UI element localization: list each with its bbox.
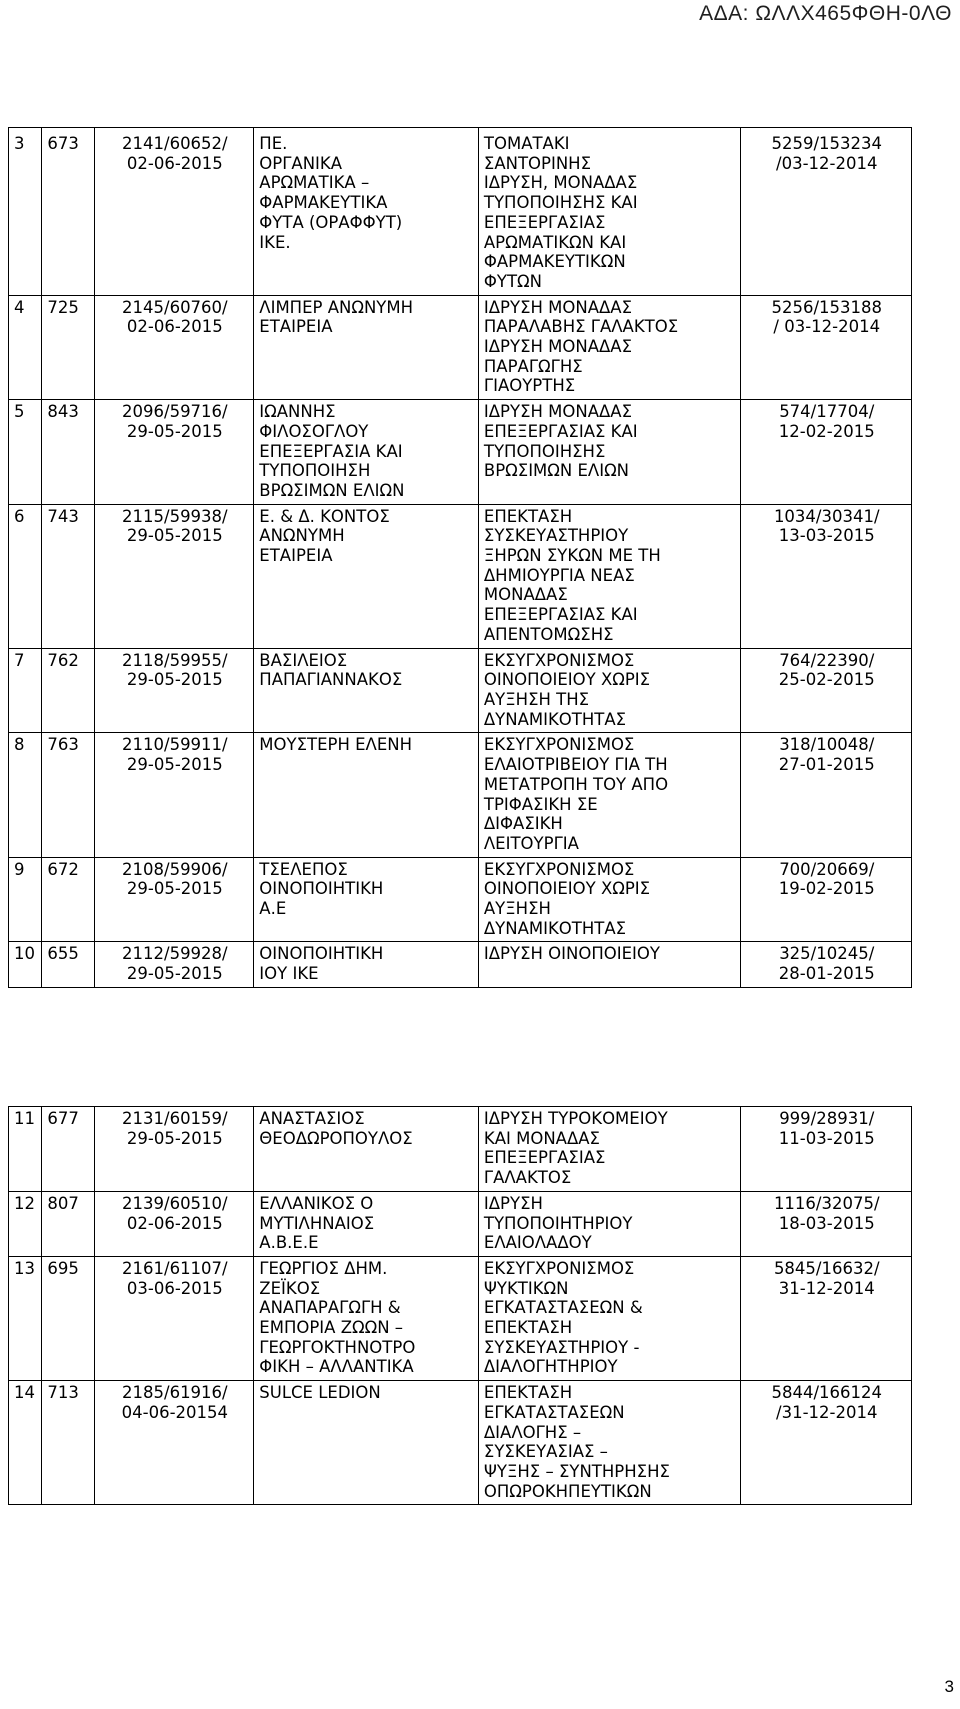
company-name-line: ΙΚΕ. [259, 232, 291, 252]
protocol-number-line: 29-05-2015 [126, 670, 223, 690]
approval-number-cell [741, 295, 912, 400]
company-name-line: Ε. & Δ. ΚΟΝΤΟΣ [259, 506, 390, 526]
protocol-number-cell [95, 942, 254, 987]
project-description-line: ΕΠΕΞΕΡΓΑΣΙΑΣ ΚΑΙ [483, 421, 638, 441]
company-name-line: ΑΝΩΝΥΜΗ [259, 526, 345, 546]
row-number-cell: 14 [9, 1381, 42, 1505]
application-code-cell: 743 [42, 504, 95, 648]
table-row [9, 1256, 912, 1380]
project-description-line: ΓΑΛΑΚΤΟΣ [483, 1168, 572, 1188]
protocol-number-cell [95, 400, 254, 505]
protocol-number-line: 02-06-2015 [126, 153, 223, 173]
approval-number-line: 700/20669/ [779, 859, 875, 879]
application-code-cell: 713 [42, 1381, 95, 1505]
company-name-line: ΙΟΥ ΙΚΕ [259, 964, 319, 984]
project-description-line: ΨΥΞΗΣ – ΣΥΝΤΗΡΗΣΗΣ [483, 1461, 670, 1481]
company-name-line: ΓΕΩΡΓΟΚΤΗΝΟΤΡΟ [259, 1337, 416, 1357]
project-description-line: ΣΑΝΤΟΡΙΝΗΣ [483, 153, 592, 173]
row-number-cell: 8 [9, 733, 42, 857]
approval-number-cell [741, 857, 912, 942]
company-name-line: SULCE LEDION [259, 1383, 381, 1403]
approval-number-line: 12-02-2015 [778, 421, 875, 441]
approval-number-line: 25-02-2015 [778, 670, 875, 690]
project-description-line: ΙΔΡΥΣΗ ΤΥΡΟΚΟΜΕΙΟΥ [483, 1109, 668, 1128]
project-description-cell [478, 400, 741, 505]
table-row [9, 1381, 912, 1505]
project-description-line: ΕΚΣΥΓΧΡΟΝΙΣΜΟΣ [483, 1258, 635, 1278]
protocol-number-line: 2096/59716/ [122, 402, 228, 422]
project-description-line: ΕΚΣΥΓΧΡΟΝΙΣΜΟΣ [483, 735, 635, 755]
approval-number-cell [741, 648, 912, 733]
approval-number-cell [741, 1256, 912, 1380]
project-description-line: ΟΙΝΟΠΟΙΕΙΟΥ ΧΩΡΙΣ [483, 670, 651, 690]
project-description-line: ΦΥΤΩΝ [483, 271, 542, 291]
protocol-number-cell [95, 1381, 254, 1505]
approval-number-cell [741, 942, 912, 987]
approval-number-line: 27-01-2015 [778, 755, 875, 775]
protocol-number-line: 2141/60652/ [122, 134, 228, 153]
protocol-number-line: 2108/59906/ [122, 859, 228, 879]
approval-number-cell [741, 504, 912, 648]
protocol-number-cell [95, 504, 254, 648]
project-description-line: ΔΙΑΛΟΓΗΤΗΡΙΟΥ [483, 1357, 618, 1377]
company-name-line: ΤΣΕΛΕΠΟΣ [259, 859, 348, 879]
approval-number-line: 325/10245/ [779, 944, 875, 964]
company-name-cell [254, 857, 479, 942]
projects-table-top [8, 127, 912, 988]
company-name-line: ΦΥΤΑ (ΟΡΑΦΦΥΤ) [259, 212, 403, 232]
company-name-line: ΖΕΪΚΟΣ [259, 1278, 321, 1298]
project-description-line: ΣΥΣΚΕΥΑΣΤΗΡΙΟΥ [483, 526, 629, 546]
company-name-line: ΟΡΓΑΝΙΚΑ [259, 153, 343, 173]
project-description-cell [478, 504, 741, 648]
approval-number-line: 999/28931/ [779, 1109, 875, 1128]
project-description-line: ΜΕΤΑΤΡΟΠΗ ΤΟΥ ΑΠΟ [483, 774, 669, 794]
company-name-line: ΠΑΠΑΓΙΑΝΝΑΚΟΣ [259, 670, 403, 690]
approval-number-cell [741, 733, 912, 857]
company-name-line: ΜΥΤΙΛΗΝΑΙΟΣ [259, 1213, 375, 1233]
project-description-cell [478, 295, 741, 400]
protocol-number-line: 29-05-2015 [126, 964, 223, 984]
approval-number-line: 764/22390/ [779, 650, 875, 670]
protocol-number-line: 2118/59955/ [122, 650, 228, 670]
project-description-cell [478, 733, 741, 857]
company-name-line: ΠΕ. [259, 134, 288, 153]
ada-code: ΑΔΑ: ΩΛΛΧ465ΦΘΗ-0ΛΘ [699, 2, 952, 25]
project-description-line: ΕΚΣΥΓΧΡΟΝΙΣΜΟΣ [483, 859, 635, 879]
project-description-line: ΕΠΕΚΤΑΣΗ [483, 1383, 573, 1403]
approval-number-line: 11-03-2015 [778, 1128, 875, 1148]
company-name-line: ΑΡΩΜΑΤΙΚΑ – [259, 173, 370, 193]
project-description-line: ΕΛΑΙΟΤΡΙΒΕΙΟΥ ΓΙΑ ΤΗ [483, 755, 668, 775]
protocol-number-line: 2139/60510/ [122, 1193, 228, 1213]
protocol-number-line: 02-06-2015 [126, 1213, 223, 1233]
company-name-line: ΕΛΛΑΝΙΚΟΣ Ο [259, 1193, 374, 1213]
project-description-line: ΤΡΙΦΑΣΙΚΗ ΣΕ [483, 794, 598, 814]
company-name-line: Α.Ε [259, 899, 287, 919]
project-description-line: ΔΙΦΑΣΙΚΗ [483, 814, 563, 834]
application-code-cell: 672 [42, 857, 95, 942]
approval-number-line: 18-03-2015 [778, 1213, 875, 1233]
company-name-line: ΒΑΣΙΛΕΙΟΣ [259, 650, 348, 670]
project-description-line: ΕΠΕΚΤΑΣΗ [483, 506, 573, 526]
company-name-line: ΦΙΚΗ – ΑΛΛΑΝΤΙΚΑ [259, 1357, 414, 1377]
project-description-line: ΛΕΙΤΟΥΡΓΙΑ [483, 833, 579, 853]
company-name-cell [254, 1256, 479, 1380]
protocol-number-line: 2161/61107/ [122, 1258, 228, 1278]
company-name-line: ΛΙΜΠΕΡ ΑΝΩΝΥΜΗ [259, 297, 414, 317]
project-description-line: ΕΓΚΑΤΑΣΤΑΣΕΩΝ [483, 1402, 625, 1422]
application-code-cell: 655 [42, 942, 95, 987]
approval-number-line: /03-12-2014 [776, 153, 878, 173]
row-number-cell: 5 [9, 400, 42, 505]
project-description-line: ΜΟΝΑΔΑΣ [483, 585, 568, 605]
project-description-line: ΤΥΠΟΠΟΙΗΣΗΣ ΚΑΙ [483, 193, 638, 213]
project-description-cell [478, 1381, 741, 1505]
project-description-cell [478, 1107, 741, 1192]
table-row [9, 1191, 912, 1256]
company-name-cell [254, 1191, 479, 1256]
project-description-line: ΓΙΑΟΥΡΤΗΣ [483, 376, 576, 396]
company-name-line: ΟΙΝΟΠΟΙΗΤΙΚΗ [259, 944, 384, 964]
protocol-number-cell [95, 295, 254, 400]
project-description-line: ΕΠΕΞΕΡΓΑΣΙΑΣ [483, 1148, 606, 1168]
project-description-line: ΔΥΝΑΜΙΚΟΤΗΤΑΣ [483, 918, 627, 938]
project-description-line: ΕΠΕΞΕΡΓΑΣΙΑΣ ΚΑΙ [483, 605, 638, 625]
table-row [9, 733, 912, 857]
protocol-number-cell [95, 1107, 254, 1192]
project-description-cell [478, 1191, 741, 1256]
approval-number-line: / 03-12-2014 [773, 317, 881, 337]
company-name-line: ΑΝΑΣΤΑΣΙΟΣ [259, 1109, 365, 1128]
table-row [9, 504, 912, 648]
project-description-line: ΑΥΞΗΣΗ [483, 899, 551, 919]
project-description-line: ΒΡΩΣΙΜΩΝ ΕΛΙΩΝ [483, 461, 630, 481]
row-number-cell: 7 [9, 648, 42, 733]
project-description-cell [478, 1256, 741, 1380]
company-name-line: ΕΜΠΟΡΙΑ ΖΩΩΝ – [259, 1318, 404, 1338]
company-name-line: ΕΤΑΙΡΕΙΑ [259, 546, 333, 566]
project-description-line: ΙΔΡΥΣΗ ΟΙΝΟΠΟΙΕΙΟΥ [483, 944, 660, 964]
row-number-cell: 3 [9, 128, 42, 296]
protocol-number-line: 02-06-2015 [126, 317, 223, 337]
protocol-number-line: 2145/60760/ [122, 297, 228, 317]
project-description-line: ΕΛΑΙΟΛΑΔΟΥ [483, 1233, 592, 1253]
row-number-cell: 10 [9, 942, 42, 987]
company-name-cell [254, 128, 479, 296]
company-name-line: ΤΥΠΟΠΟΙΗΣΗ [259, 461, 371, 481]
company-name-cell [254, 648, 479, 733]
table-row [9, 400, 912, 505]
project-description-line: ΟΠΩΡΟΚΗΠΕΥΤΙΚΩΝ [483, 1481, 652, 1501]
company-name-line: ΜΟΥΣΤΕΡΗ ΕΛΕΝΗ [259, 735, 413, 755]
company-name-line: ΟΙΝΟΠΟΙΗΤΙΚΗ [259, 879, 384, 899]
company-name-cell [254, 295, 479, 400]
protocol-number-cell [95, 857, 254, 942]
company-name-cell [254, 1381, 479, 1505]
protocol-number-cell [95, 1256, 254, 1380]
application-code-cell: 677 [42, 1107, 95, 1192]
project-description-line: ΕΓΚΑΤΑΣΤΑΣΕΩΝ & [483, 1298, 643, 1318]
approval-number-cell [741, 1381, 912, 1505]
company-name-cell [254, 400, 479, 505]
approval-number-line: 13-03-2015 [778, 526, 875, 546]
company-name-line: ΓΕΩΡΓΙΟΣ ΔΗΜ. [259, 1258, 388, 1278]
company-name-cell [254, 733, 479, 857]
approval-number-line: 31-12-2014 [778, 1278, 875, 1298]
company-name-line: ΒΡΩΣΙΜΩΝ ΕΛΙΩΝ [259, 480, 405, 500]
row-number-cell: 4 [9, 295, 42, 400]
table-row [9, 295, 912, 400]
approval-number-line: 5844/166124 [771, 1383, 883, 1403]
row-number-cell: 9 [9, 857, 42, 942]
approval-number-line: 1034/30341/ [773, 506, 880, 526]
company-name-line: Α.Β.Ε.Ε [259, 1233, 319, 1253]
application-code-cell: 695 [42, 1256, 95, 1380]
project-description-line: ΠΑΡΑΓΩΓΗΣ [483, 356, 583, 376]
project-description-line: ΟΙΝΟΠΟΙΕΙΟΥ ΧΩΡΙΣ [483, 879, 651, 899]
project-description-line: ΙΔΡΥΣΗ, ΜΟΝΑΔΑΣ [483, 173, 638, 193]
project-description-line: ΙΔΡΥΣΗ ΜΟΝΑΔΑΣ [483, 337, 633, 357]
project-description-line: ΔΥΝΑΜΙΚΟΤΗΤΑΣ [483, 709, 627, 729]
application-code-cell: 763 [42, 733, 95, 857]
project-description-line: ΕΠΕΞΕΡΓΑΣΙΑΣ [483, 212, 606, 232]
approval-number-line: 5256/153188 [771, 297, 883, 317]
row-number-cell: 12 [9, 1191, 42, 1256]
application-code-cell: 807 [42, 1191, 95, 1256]
project-description-line: ΣΥΣΚΕΥΑΣΙΑΣ – [483, 1442, 608, 1462]
project-description-line: ΕΠΕΚΤΑΣΗ [483, 1318, 573, 1338]
row-number-cell: 6 [9, 504, 42, 648]
table-row [9, 648, 912, 733]
company-name-cell [254, 504, 479, 648]
project-description-line: ΙΔΡΥΣΗ [483, 1193, 543, 1213]
protocol-number-line: 2110/59911/ [122, 735, 228, 755]
project-description-line: ΙΔΡΥΣΗ ΜΟΝΑΔΑΣ [483, 297, 633, 317]
project-description-line: ΤΥΠΟΠΟΙΗΣΗΣ [483, 441, 606, 461]
company-name-cell [254, 1107, 479, 1192]
company-name-cell [254, 942, 479, 987]
protocol-number-line: 29-05-2015 [126, 1128, 223, 1148]
protocol-number-line: 29-05-2015 [126, 526, 223, 546]
approval-number-line: 5845/16632/ [773, 1258, 880, 1278]
project-description-line: ΦΑΡΜΑΚΕΥΤΙΚΩΝ [483, 252, 626, 272]
table-row [9, 1107, 912, 1192]
project-description-cell [478, 857, 741, 942]
project-description-line: ΤΥΠΟΠΟΙΗΤΗΡΙΟΥ [483, 1213, 633, 1233]
project-description-line: ΔΗΜΙΟΥΡΓΙΑ ΝΕΑΣ [483, 565, 635, 585]
page-number: 3 [944, 1677, 954, 1696]
row-number-cell: 13 [9, 1256, 42, 1380]
project-description-cell [478, 648, 741, 733]
table-row [9, 857, 912, 942]
approval-number-line: 318/10048/ [779, 735, 875, 755]
project-description-cell [478, 128, 741, 296]
protocol-number-line: 29-05-2015 [126, 755, 223, 775]
protocol-number-cell [95, 128, 254, 296]
approval-number-line: 28-01-2015 [778, 964, 875, 984]
project-description-line: ΞΗΡΩΝ ΣΥΚΩΝ ΜΕ ΤΗ [483, 546, 661, 566]
protocol-number-line: 29-05-2015 [126, 879, 223, 899]
application-code-cell: 762 [42, 648, 95, 733]
company-name-line: ΦΑΡΜΑΚΕΥΤΙΚΑ [259, 193, 388, 213]
project-description-cell [478, 942, 741, 987]
application-code-cell: 725 [42, 295, 95, 400]
company-name-line: ΦΙΛΟΣΟΓΛΟΥ [259, 421, 369, 441]
table-row [9, 128, 912, 296]
project-description-line: ΔΙΑΛΟΓΗΣ – [483, 1422, 582, 1442]
protocol-number-line: 29-05-2015 [126, 421, 223, 441]
protocol-number-cell [95, 648, 254, 733]
project-description-line: ΑΠΕΝΤΟΜΩΣΗΣ [483, 624, 614, 644]
project-description-line: ΑΥΞΗΣΗ ΤΗΣ [483, 689, 590, 709]
project-description-line: ΣΥΣΚΕΥΑΣΤΗΡΙΟΥ - [483, 1337, 640, 1357]
approval-number-line: 5259/153234 [771, 134, 883, 153]
approval-number-line: 19-02-2015 [778, 879, 875, 899]
company-name-line: ΕΠΕΞΕΡΓΑΣΙΑ ΚΑΙ [259, 441, 403, 461]
approval-number-line: 1116/32075/ [773, 1193, 880, 1213]
protocol-number-line: 2112/59928/ [122, 944, 228, 964]
project-description-line: ΑΡΩΜΑΤΙΚΩΝ ΚΑΙ [483, 232, 627, 252]
protocol-number-cell [95, 1191, 254, 1256]
protocol-number-line: 2185/61916/ [122, 1383, 228, 1403]
approval-number-cell [741, 128, 912, 296]
company-name-line: ΙΩΑΝΝΗΣ [259, 402, 336, 422]
approval-number-line: /31-12-2014 [776, 1402, 878, 1422]
project-description-line: ΚΑΙ ΜΟΝΑΔΑΣ [483, 1128, 600, 1148]
approval-number-line: 574/17704/ [779, 402, 875, 422]
project-description-line: ΙΔΡΥΣΗ ΜΟΝΑΔΑΣ [483, 402, 633, 422]
application-code-cell: 843 [42, 400, 95, 505]
projects-table-bottom [8, 1106, 912, 1505]
protocol-number-cell [95, 733, 254, 857]
row-number-cell: 11 [9, 1107, 42, 1192]
approval-number-cell [741, 1107, 912, 1192]
company-name-line: ΕΤΑΙΡΕΙΑ [259, 317, 333, 337]
approval-number-cell [741, 400, 912, 505]
protocol-number-line: 2131/60159/ [122, 1109, 228, 1128]
protocol-number-line: 03-06-2015 [126, 1278, 223, 1298]
project-description-line: ΨΥΚΤΙΚΩΝ [483, 1278, 569, 1298]
approval-number-cell [741, 1191, 912, 1256]
project-description-line: ΤΟΜΑΤΑΚΙ [483, 134, 570, 153]
project-description-line: ΕΚΣΥΓΧΡΟΝΙΣΜΟΣ [483, 650, 635, 670]
project-description-line: ΠΑΡΑΛΑΒΗΣ ΓΑΛΑΚΤΟΣ [483, 317, 679, 337]
table-row [9, 942, 912, 987]
company-name-line: ΘΕΟΔΩΡΟΠΟΥΛΟΣ [259, 1128, 413, 1148]
application-code-cell: 673 [42, 128, 95, 296]
protocol-number-line: 2115/59938/ [122, 506, 228, 526]
protocol-number-line: 04-06-20154 [121, 1402, 229, 1422]
company-name-line: ΑΝΑΠΑΡΑΓΩΓΗ & [259, 1298, 401, 1318]
